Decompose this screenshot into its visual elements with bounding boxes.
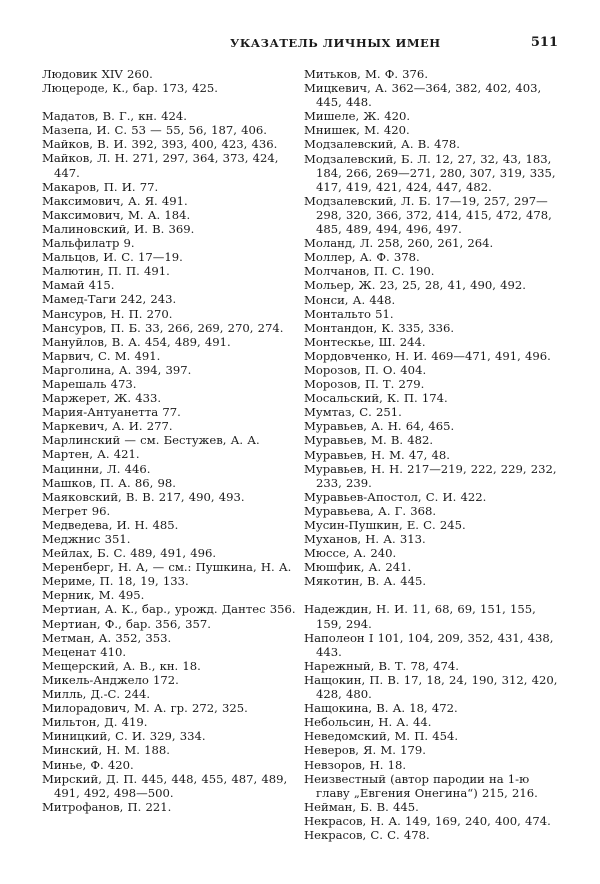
index-entry: Марвич, С. М. 491. [42,348,161,363]
index-entry: Мадатов, В. Г., кн. 424. [42,109,187,124]
index-entry: Марголина, А. 394, 397. [42,362,192,377]
index-entry: Муравьев, Н. Н. 217—219, 222, 229, 232, 233, 239. [304,461,557,490]
index-entry: Медведева, И. Н. 485. [42,517,179,532]
index-entry: Майков, Л. Н. 271, 297, 364, 373, 424, 447. [42,151,279,180]
index-entry: Надеждин, Н. И. 11, 68, 69, 151, 155, 159, 294. [304,602,536,631]
index-entry: Минский, Н. М. 188. [42,743,170,758]
index-entry: Маржерет, Ж. 433. [42,391,162,406]
index-entry: Монси, А. 448. [304,292,396,307]
index-entry: Мертиан, Ф., бар. 356, 357. [42,616,211,631]
index-entry: Мишеле, Ж. 420. [304,109,411,124]
index-entry: Молчанов, П. С. 190. [304,264,435,279]
letter-section-gap [42,95,300,109]
index-entry: Мертиан, А. К., бар., урожд. Дантес 356. [42,602,296,617]
running-title: УКАЗАТЕЛЬ ЛИЧНЫХ ИМЕН [230,36,441,50]
index-entry: Мануйлов, В. А. 454, 489, 491. [42,334,231,349]
index-entry: Малиновский, И. В. 369. [42,221,195,236]
index-entry: Машков, П. А. 86, 98. [42,475,176,490]
index-entry: Монтальто 51. [304,306,394,321]
page-header [0,36,600,52]
index-column-left [42,67,300,814]
index-entry: Модзалевский, Б. Л. 12, 27, 32, 43, 183, 184, 266, 269—271, 280, 307, 319, 335, 417, 419, 421, 424, 447, 482. [304,151,556,194]
index-entry: Монтандон, К. 335, 336. [304,320,455,335]
index-entry: Мнишек, М. 420. [304,123,410,138]
index-entry: Неведомский, М. П. 454. [304,729,459,744]
index-entry: Муравьев, М. В. 482. [304,433,434,448]
index-entry: Меценат 410. [42,644,127,659]
index-entry: Модзалевский, Л. Б. 17—19, 257, 297—298, 320, 366, 372, 414, 415, 472, 478, 485, 489, 494, 496, 497. [304,193,552,237]
index-entry: Мирский, Д. П. 445, 448, 455, 487, 489, 491, 492, 498—500. [42,771,288,800]
index-entry: Морозов, П. Т. 279. [304,377,425,392]
index-entry: Моланд, Л. 258, 260, 261, 264. [304,236,494,251]
index-entry: Некрасов, С. С. 478. [304,827,430,842]
index-entry: Невзоров, Н. 18. [304,757,407,772]
index-entry: Мансуров, Н. П. 270. [42,306,173,321]
index-entry: Мосальский, К. П. 174. [304,391,448,406]
index-entry: Миницкий, С. И. 329, 334. [42,729,206,744]
page-number: 511 [530,35,558,50]
index-entry: Мюшфик, А. 241. [304,560,412,575]
index-entry: Мейлах, Б. С. 489, 491, 496. [42,546,217,561]
index-entry: Нейман, Б. В. 445. [304,799,419,814]
index-entry: Мерник, М. 495. [42,588,145,603]
index-entry: Малютин, П. П. 491. [42,264,170,279]
index-entry: Нащокин, П. В. 17, 18, 24, 190, 312, 420, 428, 480. [304,672,558,702]
index-entry: Мальцов, И. С. 17—19. [42,250,183,265]
index-entry: Наполеон I 101, 104, 209, 352, 431, 438, 443. [304,630,554,659]
index-entry: Митьков, М. Ф. 376. [304,67,428,81]
index-entry: Людовик XIV 260. [42,67,153,81]
index-entry: Некрасов, Н. А. 149, 169, 240, 400, 474. [304,813,551,828]
index-entry: Морозов, П. О. 404. [304,362,427,377]
index-entry: Мицкевич, А. 362—364, 382, 402, 403, 445, 448. [304,81,542,110]
index-entry: Максимович, М. А. 184. [42,207,191,222]
index-entry: Микель-Анджело 172. [42,672,179,687]
index-entry: Мериме, П. 18, 19, 133. [42,574,189,589]
index-entry: Мамед-Таги 242, 243. [42,292,177,307]
index-entry: Нарежный, В. Т. 78, 474. [304,658,459,673]
index-entry: Люцероде, К., бар. 173, 425. [42,81,218,96]
letter-section-gap [304,588,562,602]
index-entry: Муханов, Н. А. 313. [304,532,426,547]
index-entry: Мария-Антуанетта 77. [42,405,181,420]
index-entry: Неверов, Я. М. 179. [304,743,426,758]
index-entry: Мацинни, Л. 446. [42,461,151,476]
index-entry: Метман, А. 352, 353. [42,630,172,645]
index-column-right [304,67,562,842]
index-entry: Максимович, А. Я. 491. [42,193,188,208]
index-entry: Мусин-Пушкин, Е. С. 245. [304,518,466,532]
index-entry: Мегрет 96. [42,503,111,518]
index-entry: Мякотин, В. А. 445. [304,574,427,589]
index-entry: Муравьев, А. Н. 64, 465. [304,419,455,434]
index-entry: Нащокина, В. А. 18, 472. [304,701,458,716]
index-entry: Модзалевский, А. В. 478. [304,137,460,152]
index-entry: Мансуров, П. Б. 33, 266, 269, 270, 274. [42,320,284,335]
index-entry: Майков, В. И. 392, 393, 400, 423, 436. [42,137,278,152]
index-entry: Митрофанов, П. 221. [42,799,172,814]
index-entry: Мюссе, А. 240. [304,546,397,561]
index-entry: Марлинский — см. Бестужев, А. А. [42,433,260,448]
index-entry: Неизвестный (автор пародии на 1-ю главу „Евгения Онегина“) 215, 216. [304,771,538,800]
index-entry: Монтескье, Ш. 244. [304,334,426,349]
index-entry: Марешаль 473. [42,376,137,391]
index-entry: Мамай 415. [42,278,115,293]
index-entry: Муравьев, Н. М. 47, 48. [304,447,450,462]
index-entry: Маркевич, А. И. 277. [42,419,173,434]
index-entry: Моллер, А. Ф. 378. [304,250,420,265]
index-entry: Мазепа, И. С. 53 — 55, 56, 187, 406. [42,123,267,138]
index-entry: Минье, Ф. 420. [42,757,134,772]
index-entry: Мещерский, А. В., кн. 18. [42,658,201,673]
index-entry: Муравьев-Апостол, С. И. 422. [304,489,487,504]
index-entry: Мольер, Ж. 23, 25, 28, 41, 490, 492. [304,278,526,293]
index-entry: Мордовченко, Н. И. 469—471, 491, 496. [304,348,551,363]
index-entry: Мартен, А. 421. [42,447,140,462]
index-entry: Макаров, П. И. 77. [42,179,159,194]
index-entry: Маяковский, В. В. 217, 490, 493. [42,489,245,504]
index-entry: Меренберг, Н. А, — см.: Пушкина, Н. А. [42,560,292,575]
index-entry: Мальфилатр 9. [42,236,135,251]
index-entry: Муравьева, А. Г. 368. [304,503,437,518]
index-entry: Милорадович, М. А. гр. 272, 325. [42,701,248,716]
index-entry: Небольсин, Н. А. 44. [304,715,432,730]
index-entry: Мильтон, Д. 419. [42,715,148,730]
index-entry: Мумтаз, С. 251. [304,405,402,420]
index-entry: Милль, Д.-С. 244. [42,687,151,702]
index-entry: Меджнис 351. [42,532,131,546]
